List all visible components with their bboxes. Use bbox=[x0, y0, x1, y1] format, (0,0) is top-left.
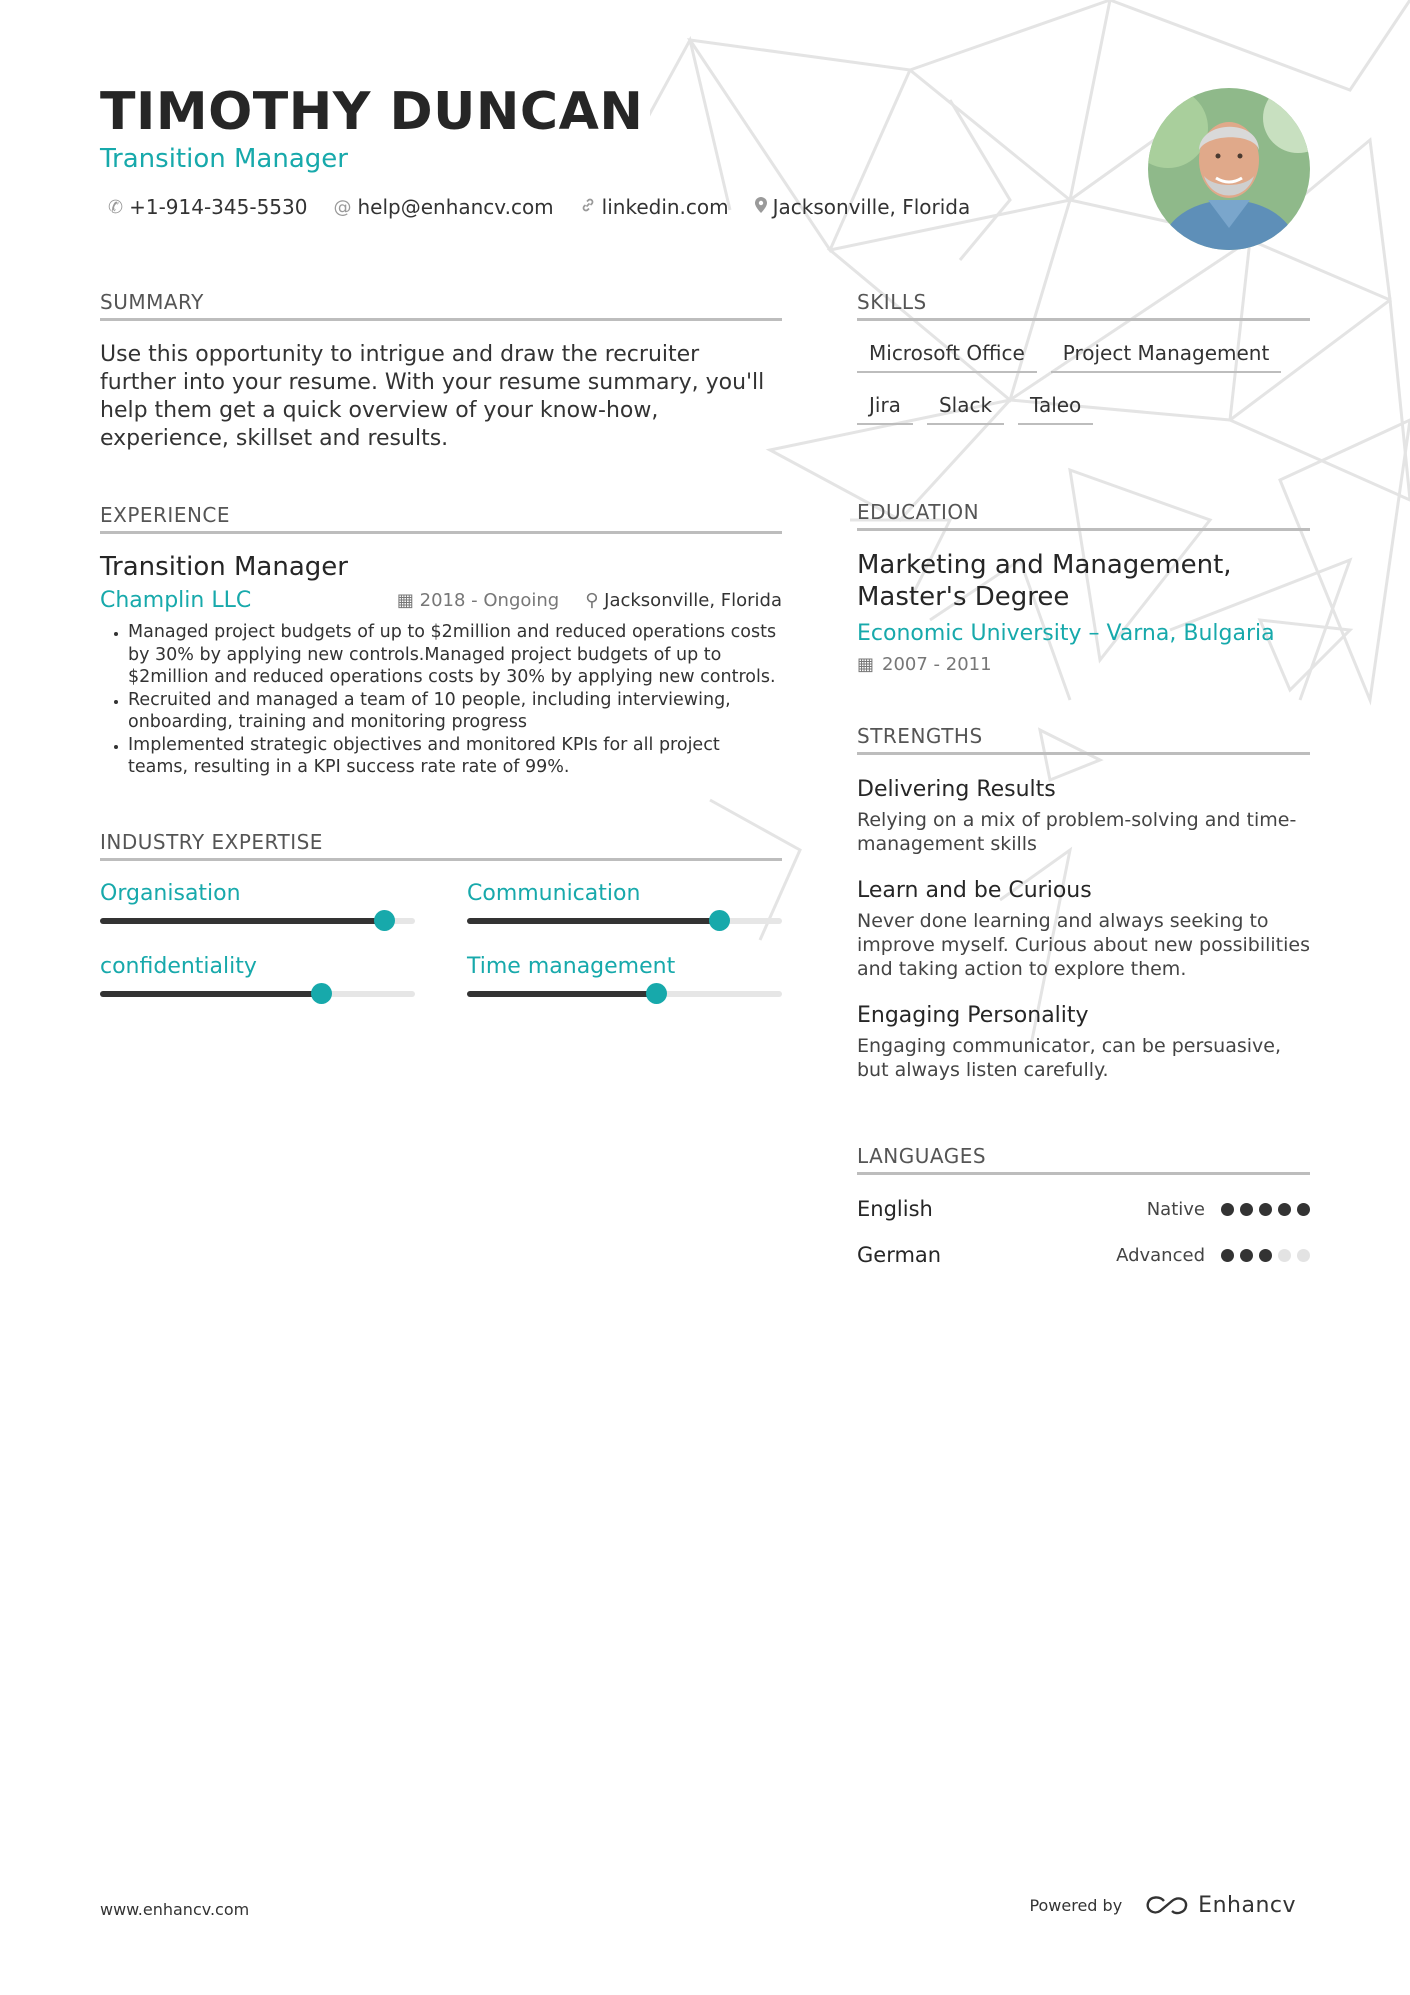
education-dates bbox=[857, 654, 1310, 675]
education-section bbox=[857, 500, 1310, 675]
phone-icon: ✆ bbox=[108, 196, 124, 218]
expertise-bar-knob bbox=[374, 910, 395, 931]
languages-section bbox=[857, 1144, 1310, 1267]
job-location bbox=[585, 590, 782, 611]
at-icon: @ bbox=[333, 196, 352, 218]
list-item: • Recruited and managed a team of 10 people, including interviewing, onboarding, training and monitoring progress bbox=[128, 689, 782, 734]
language-name: German bbox=[857, 1243, 942, 1267]
strength-title: Delivering Results bbox=[857, 777, 1056, 802]
language-dot bbox=[1278, 1203, 1291, 1216]
job-meta-right bbox=[397, 590, 782, 611]
expertise-label: Time management bbox=[467, 954, 676, 979]
language-dot bbox=[1221, 1203, 1234, 1216]
calendar-icon: ▦ bbox=[396, 590, 420, 611]
expertise-label: Communication bbox=[467, 881, 641, 906]
contact-bar bbox=[108, 195, 970, 219]
language-row bbox=[857, 1243, 1310, 1267]
strength-desc: Relying on a mix of problem-solving and time-management skills bbox=[857, 809, 1297, 855]
map-pin-icon: ⚲ bbox=[585, 590, 605, 611]
avatar bbox=[1148, 88, 1310, 250]
language-dot bbox=[1240, 1249, 1253, 1262]
language-row bbox=[857, 1197, 1310, 1221]
job-dates-text: 2018 - Ongoing bbox=[419, 590, 560, 611]
expertise-label: confidentiality bbox=[100, 954, 257, 979]
strength-item bbox=[857, 1003, 1310, 1082]
company-name: Champlin LLC bbox=[100, 588, 252, 613]
language-level-group bbox=[1116, 1245, 1310, 1266]
expertise-item bbox=[467, 881, 782, 924]
language-dots bbox=[1221, 1249, 1310, 1262]
language-level: Native bbox=[1146, 1198, 1205, 1220]
expertise-bar bbox=[100, 918, 415, 924]
skill-tag: Jira bbox=[857, 393, 913, 425]
expertise-item bbox=[100, 954, 415, 997]
contact-email[interactable] bbox=[333, 195, 553, 219]
experience-heading: EXPERIENCE bbox=[100, 503, 782, 534]
calendar-icon: ▦ bbox=[857, 654, 875, 675]
location-text: Jacksonville, Florida bbox=[772, 195, 971, 219]
strengths-heading: STRENGTHS bbox=[857, 724, 1310, 755]
phone-text: +1-914-345-5530 bbox=[129, 195, 308, 219]
job-bullets bbox=[100, 621, 782, 779]
expertise-bar-knob bbox=[311, 983, 332, 1004]
expertise-bar-knob bbox=[646, 983, 667, 1004]
education-degree: Marketing and Management, Master's Degree bbox=[857, 550, 1232, 612]
linkedin-text: linkedin.com bbox=[601, 195, 729, 219]
link-icon bbox=[580, 197, 596, 218]
enhancv-logo-icon bbox=[1144, 1895, 1190, 1917]
brand-logo[interactable] bbox=[1144, 1893, 1296, 1918]
language-dot bbox=[1297, 1249, 1310, 1262]
education-school: Economic University – Varna, Bulgaria bbox=[857, 621, 1275, 646]
expertise-bar bbox=[467, 991, 782, 997]
language-dot bbox=[1240, 1203, 1253, 1216]
expertise-grid bbox=[100, 881, 782, 997]
language-dot bbox=[1297, 1203, 1310, 1216]
language-dot bbox=[1221, 1249, 1234, 1262]
language-name: English bbox=[857, 1197, 933, 1221]
expertise-section bbox=[100, 830, 782, 997]
skills-section bbox=[857, 290, 1310, 425]
expertise-bar bbox=[467, 918, 782, 924]
skill-tag: Taleo bbox=[1018, 393, 1093, 425]
expertise-bar-fill bbox=[467, 991, 656, 997]
list-item: • Implemented strategic objectives and monitored KPIs for all project teams, resulting in a KPI success rate rate of 99%. bbox=[128, 734, 782, 779]
candidate-name: TIMOTHY DUNCAN bbox=[100, 82, 644, 142]
skill-tag: Microsoft Office bbox=[857, 341, 1037, 373]
contact-location bbox=[755, 195, 971, 219]
candidate-role: Transition Manager bbox=[100, 144, 348, 174]
languages-heading: LANGUAGES bbox=[857, 1144, 1310, 1175]
brand-name: Enhancv bbox=[1198, 1893, 1296, 1918]
summary-heading: SUMMARY bbox=[100, 290, 782, 321]
strength-desc: Engaging communicator, can be persuasive, but always listen carefully. bbox=[857, 1035, 1281, 1081]
expertise-heading: INDUSTRY EXPERTISE bbox=[100, 830, 782, 861]
map-pin-icon bbox=[755, 197, 767, 218]
list-item: • Managed project budgets of up to $2million and reduced operations costs by 30% by applying new controls.Managed project budgets of up to $2million and reduced operations costs by 30% by applying new controls. bbox=[128, 621, 782, 689]
education-dates-text: 2007 - 2011 bbox=[882, 654, 992, 675]
summary-text: Use this opportunity to intrigue and draw the recruiter further into your resume. With your resume summary, you'll help them get a quick overview of your know-how, experience, skillset and results. bbox=[100, 342, 765, 451]
skill-tag: Project Management bbox=[1051, 341, 1282, 373]
language-dot bbox=[1259, 1203, 1272, 1216]
expertise-item bbox=[100, 881, 415, 924]
summary-section bbox=[100, 290, 782, 453]
language-dot bbox=[1278, 1249, 1291, 1262]
strength-title: Learn and be Curious bbox=[857, 878, 1092, 903]
email-text: help@enhancv.com bbox=[357, 195, 554, 219]
strength-item bbox=[857, 777, 1310, 856]
footer-website[interactable]: www.enhancv.com bbox=[100, 1900, 250, 1919]
education-heading: EDUCATION bbox=[857, 500, 1310, 531]
language-dots bbox=[1221, 1203, 1310, 1216]
expertise-label: Organisation bbox=[100, 881, 241, 906]
footer-branding bbox=[1029, 1893, 1296, 1918]
language-level-group bbox=[1147, 1199, 1310, 1220]
skills-heading: SKILLS bbox=[857, 290, 1310, 321]
job-meta bbox=[100, 588, 782, 613]
expertise-bar-knob bbox=[709, 910, 730, 931]
contact-linkedin[interactable] bbox=[580, 195, 729, 219]
experience-section bbox=[100, 503, 782, 779]
job-title: Transition Manager bbox=[100, 552, 348, 582]
language-dot bbox=[1259, 1249, 1272, 1262]
expertise-bar-fill bbox=[100, 991, 321, 997]
strength-item bbox=[857, 878, 1310, 981]
skills-list bbox=[857, 341, 1310, 425]
skill-tag: Slack bbox=[927, 393, 1004, 425]
expertise-item bbox=[467, 954, 782, 997]
strength-title: Engaging Personality bbox=[857, 1003, 1089, 1028]
job-location-text: Jacksonville, Florida bbox=[604, 590, 782, 611]
language-level: Advanced bbox=[1116, 1244, 1205, 1266]
powered-by-text: Powered by bbox=[1029, 1896, 1123, 1915]
expertise-bar-fill bbox=[100, 918, 384, 924]
contact-phone[interactable] bbox=[108, 195, 307, 219]
expertise-bar-fill bbox=[467, 918, 719, 924]
strength-desc: Never done learning and always seeking to improve myself. Curious about new possibilities and taking action to explore them. bbox=[857, 910, 1310, 980]
strengths-section bbox=[857, 724, 1310, 1082]
expertise-bar bbox=[100, 991, 415, 997]
job-dates bbox=[397, 590, 559, 611]
